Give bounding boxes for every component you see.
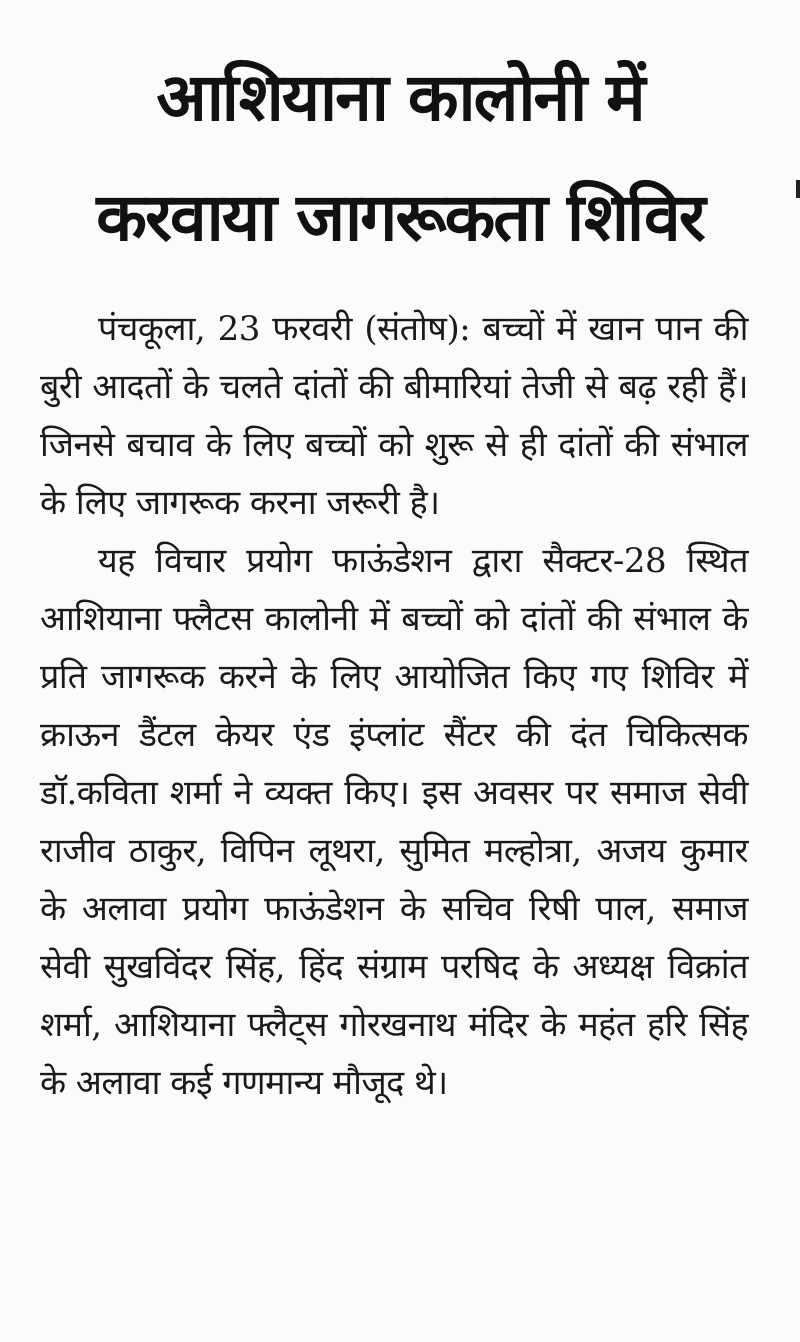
paragraph-2: यह विचार प्रयोग फाऊंडेशन द्वारा सैक्टर-28 स्थित आशियाना फ्लैटस कालोनी में बच्चों को दांतों की संभाल के प्रति जागरूक करने के लिए आयोजित किए गए शिविर में क्राऊन डैंटल केयर एंड इंप्लांट सैंटर की दंत चिकित्सक डॉ.कविता शर्मा ने व्यक्त किए। इस अवसर पर समाज सेवी राजीव ठाकुर, विपिन लूथरा, सुमित मल्होत्रा, अजय कुमार के अलावा प्रयोग फाऊंडेशन के सचिव रिषी पाल, समाज सेवी सुखविंदर सिंह, हिंद संग्राम परषिद के अध्यक्ष विक्रांत शर्मा, आशियाना फ्लैट्स गोरखनाथ मंदिर के महंत हरि सिंह के अलावा कई गणमान्य मौजूद थे।: [40, 541, 748, 1103]
paragraph-1: पंचकूला, 23 फरवरी (संतोष): बच्चों में खान पान की बुरी आदतों के चलते दांतों की बीमारियां तेजी से बढ़ रही हैं। जिनसे बचाव के लिए बच्चों को शुरू से ही दांतों की संभाल के लिए जागरूक करना जरूरी है।: [40, 309, 748, 523]
article-body: [40, 300, 748, 1112]
headline-line-1: आशियाना कालोनी में: [156, 59, 644, 136]
edge-print-mark: [796, 180, 800, 198]
headline-line-2: करवाया जागरूकता शिविर: [96, 179, 704, 256]
article-headline: [0, 38, 800, 278]
